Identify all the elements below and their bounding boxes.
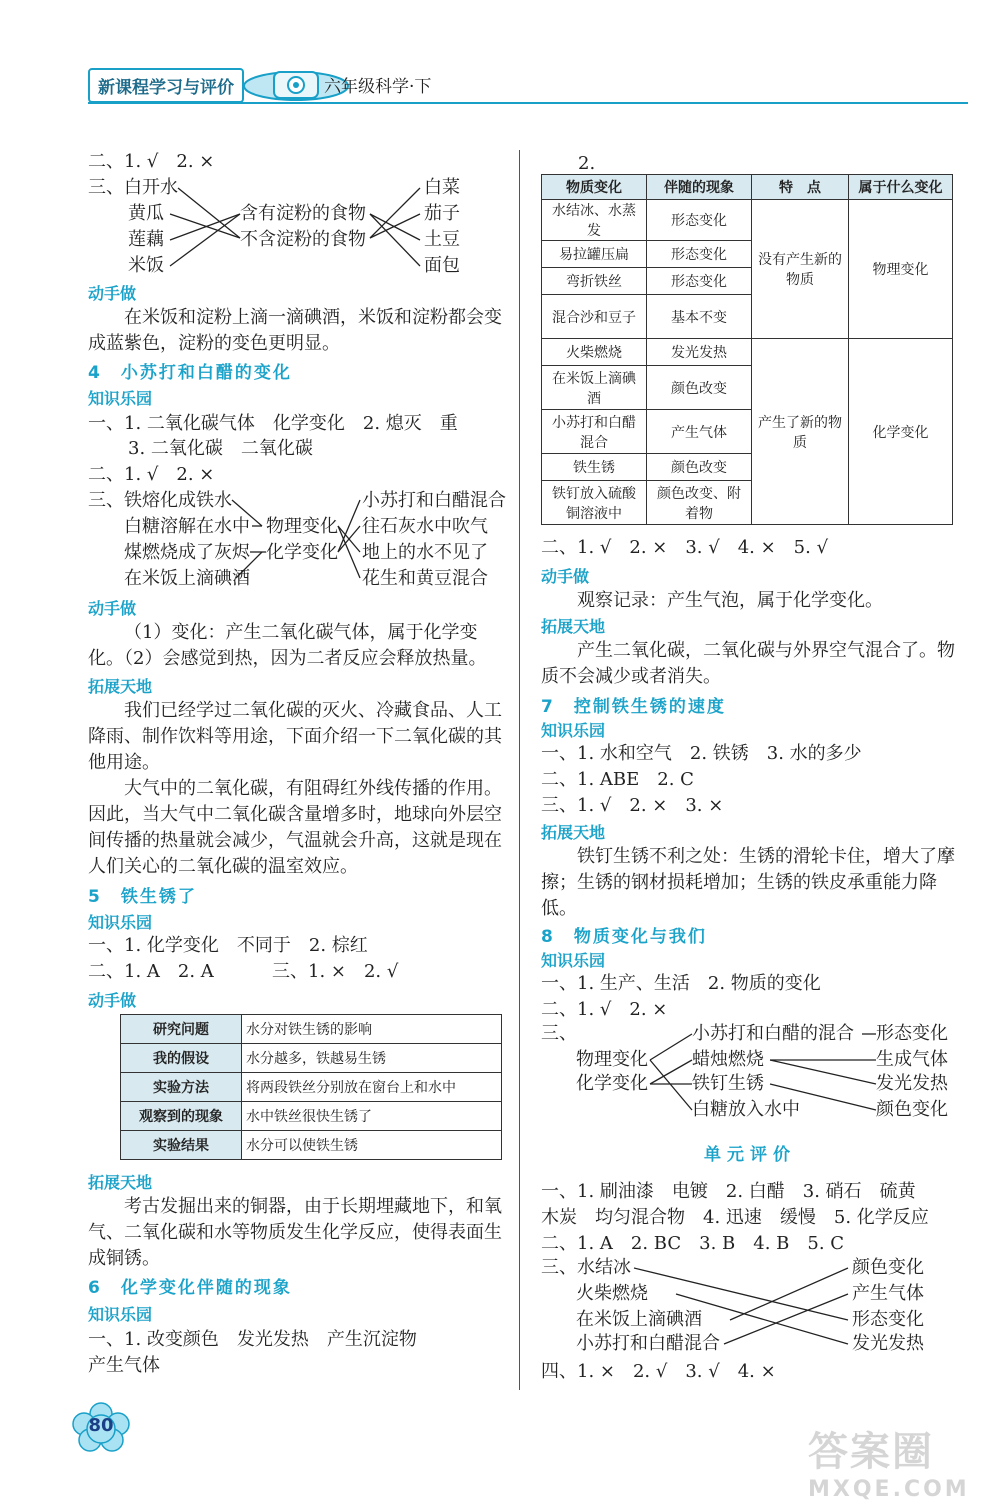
table-cell: 颜色改变、附着物 (647, 481, 752, 525)
change-table (541, 174, 953, 525)
subsection-heading: 知识乐园 (88, 1305, 153, 1324)
match-left-item: 化学变化 (576, 1073, 648, 1094)
match-right-item: 生成气体 (876, 1049, 948, 1070)
match-left-item: 三、水结冰 (541, 1257, 631, 1278)
table-header: 属于什么变化 (849, 175, 953, 200)
table-value: 水分对铁生锈的影响 (242, 1015, 502, 1044)
match-right-item: 土豆 (424, 229, 460, 250)
match-left-item: 物理变化 (576, 1049, 648, 1070)
subsection-heading: 知识乐园 (88, 389, 153, 408)
table-cell: 弯折铁丝 (542, 268, 647, 295)
section-title: 5 铁生锈了 (88, 887, 197, 907)
table-cell: 物理变化 (849, 200, 953, 339)
subsection-heading: 拓展天地 (88, 677, 153, 696)
table-cell: 小苏打和白醋混合 (542, 410, 647, 454)
match-left-item: 火柴燃烧 (576, 1283, 648, 1304)
subsection-heading: 知识乐园 (541, 951, 606, 970)
table-cell: 产生气体 (647, 410, 752, 454)
section-title: 7 控制铁生锈的速度 (541, 697, 726, 717)
table-header: 伴随的现象 (647, 175, 752, 200)
table-cell: 发光发热 (647, 339, 752, 366)
table-cell: 形态变化 (647, 268, 752, 295)
match-right-item: 颜色变化 (876, 1099, 948, 1120)
question-number: 2. (578, 153, 596, 174)
answer-line: 二、1. √ 2. × (88, 151, 215, 172)
table-cell: 水结冰、水蒸发 (542, 200, 647, 241)
table-value: 水分可以使铁生锈 (242, 1131, 502, 1160)
answer-line: 三、1. √ 2. × 3. × (541, 795, 724, 816)
match-left-item: 三、铁熔化成铁水 (88, 490, 232, 511)
answer-line: 木炭 均匀混合物 4. 迅速 缓慢 5. 化学反应 (541, 1207, 929, 1228)
table-value: 将两段铁丝分别放在窗台上和水中 (242, 1073, 502, 1102)
match-right-item: 面包 (424, 255, 460, 276)
table-key: 实验方法 (121, 1073, 242, 1102)
match-middle-item: 化学变化 (266, 542, 338, 563)
table-header: 物质变化 (542, 175, 647, 200)
paragraph: 大气中的二氧化碳，有阻碍红外线传播的作用。因此，当大气中二氧化碳含量增多时，地球向外层空间传播的热量就会减少，气温就会升高，这就是现在人们关心的二氧化碳的温室效应。 (88, 778, 502, 877)
paragraph: （1）变化：产生二氧化碳气体，属于化学变化。（2）会感觉到热，因为二者反应会释放热量。 (88, 622, 487, 669)
match-right-item: 形态变化 (852, 1309, 924, 1330)
match-left-item: 煤燃烧成了灰烬 (124, 542, 250, 563)
section-title: 6 化学变化伴随的现象 (88, 1278, 292, 1298)
paragraph: 产生二氧化碳，二氧化碳与外界空气混合了。物质不会减少或者消失。 (541, 640, 955, 687)
match-right-item: 形态变化 (876, 1023, 948, 1044)
answer-line: 一、1. 生产、生活 2. 物质的变化 (541, 973, 821, 994)
match-left-item: 黄瓜 (128, 203, 164, 224)
table-cell: 易拉罐压扁 (542, 241, 647, 268)
section-title: 8 物质变化与我们 (541, 927, 707, 947)
match-right-item: 茄子 (424, 203, 460, 224)
match-left-item: 小苏打和白醋混合 (576, 1333, 720, 1354)
match-left-item: 白糖溶解在水中 (124, 516, 250, 537)
table-key: 研究问题 (121, 1015, 242, 1044)
table-cell: 在米饭上滴碘酒 (542, 366, 647, 410)
table-cell: 火柴燃烧 (542, 339, 647, 366)
match-right-item: 花生和黄豆混合 (362, 568, 488, 589)
match-right-item: 颜色变化 (852, 1257, 924, 1278)
answer-line: 二、1. √ 2. × 3. √ 4. × 5. √ (541, 537, 829, 558)
match-middle-item: 小苏打和白醋的混合 (692, 1023, 854, 1044)
subsection-heading: 拓展天地 (541, 617, 606, 636)
table-cell: 颜色改变 (647, 366, 752, 410)
book-subtitle: 六年级科学·下 (324, 77, 432, 97)
section-title: 4 小苏打和白醋的变化 (88, 363, 292, 383)
match-left-item: 在米饭上滴碘酒 (124, 568, 250, 589)
book-title: 新课程学习与评价 (88, 68, 244, 103)
answer-line: 二、1. √ 2. × (541, 999, 668, 1020)
page-number-badge (70, 1402, 132, 1452)
match-right-item: 白菜 (424, 177, 460, 198)
subsection-heading: 知识乐园 (541, 721, 606, 740)
table-cell: 颜色改变 (647, 454, 752, 481)
paragraph: 我们已经学过二氧化碳的灭火、冷藏食品、人工降雨、制作饮料等用途，下面介绍一下二氧化碳的其他用途。 (88, 700, 502, 773)
answer-line: 二、1. A 2. BC 3. B 4. B 5. C (541, 1233, 845, 1254)
answer-line: 产生气体 (88, 1355, 160, 1376)
paragraph: 考古发掘出来的铜器，由于长期埋藏地下，和氧气、二氧化碳和水等物质发生化学反应，使得表面生成铜锈。 (88, 1196, 502, 1269)
match-middle-item: 含有淀粉的食物 (240, 203, 366, 224)
table-cell: 产生了新的物质 (752, 339, 849, 525)
answer-line: 一、1. 刷油漆 电镀 2. 白醋 3. 硝石 硫黄 (541, 1181, 916, 1202)
table-cell: 形态变化 (647, 241, 752, 268)
answer-line: 一、1. 化学变化 不同于 2. 棕红 (88, 935, 368, 956)
table-cell: 铁钉放入硫酸铜溶液中 (542, 481, 647, 525)
match-right-item: 往石灰水中吹气 (362, 516, 488, 537)
table-header: 特 点 (752, 175, 849, 200)
answer-line: 四、1. × 2. √ 3. √ 4. × (541, 1361, 776, 1382)
match-right-item: 小苏打和白醋混合 (362, 490, 506, 511)
answer-line: 一、1. 改变颜色 发光发热 产生沉淀物 (88, 1329, 417, 1350)
subsection-heading: 拓展天地 (88, 1173, 153, 1192)
subsection-heading: 拓展天地 (541, 823, 606, 842)
watermark-text: 答案圈 (808, 1429, 934, 1475)
table-key: 我的假设 (121, 1044, 242, 1073)
experiment-table (120, 1014, 502, 1160)
match-right-item: 发光发热 (876, 1073, 948, 1094)
match-left-item: 三、白开水 (88, 177, 178, 198)
match-middle-item: 铁钉生锈 (692, 1073, 764, 1094)
answer-line: 二、1. √ 2. × (88, 464, 215, 485)
subsection-heading: 动手做 (88, 599, 137, 618)
table-cell: 化学变化 (849, 339, 953, 525)
match-right-item: 产生气体 (852, 1283, 924, 1304)
table-cell: 混合沙和豆子 (542, 295, 647, 339)
match-right-item: 发光发热 (852, 1333, 924, 1354)
match-middle-item: 白糖放入水中 (692, 1099, 800, 1120)
table-cell: 没有产生新的物质 (752, 200, 849, 339)
page-number: 80 (88, 1415, 114, 1436)
answer-line: 一、1. 水和空气 2. 铁锈 3. 水的多少 (541, 743, 862, 764)
paragraph: 观察记录：产生气泡，属于化学变化。 (577, 590, 883, 611)
match-middle-item: 物理变化 (266, 516, 338, 537)
answer-line: 一、1. 二氧化碳气体 化学变化 2. 熄灭 重 (88, 413, 458, 434)
subsection-heading: 动手做 (88, 991, 137, 1010)
paragraph: 铁钉生锈不利之处：生锈的滑轮卡住，增大了摩擦；生锈的钢材损耗增加；生锈的铁皮承重能力降低。 (541, 846, 955, 919)
answer-line: 三、 (541, 1023, 577, 1044)
table-cell: 形态变化 (647, 200, 752, 241)
match-right-item: 地上的水不见了 (362, 542, 488, 563)
watermark-url: MXQE.COM (808, 1477, 970, 1502)
subsection-heading: 动手做 (88, 284, 137, 303)
match-left-item: 在米饭上滴碘酒 (576, 1309, 702, 1330)
table-key: 观察到的现象 (121, 1102, 242, 1131)
table-cell: 基本不变 (647, 295, 752, 339)
answer-line: 二、1. A 2. A (88, 961, 214, 982)
answer-line: 三、1. × 2. √ (272, 961, 399, 982)
paragraph: 在米饭和淀粉上滴一滴碘酒，米饭和淀粉都会变成蓝紫色，淀粉的变色更明显。 (88, 307, 502, 354)
match-middle-item: 蜡烛燃烧 (692, 1049, 764, 1070)
match-left-item: 莲藕 (128, 229, 164, 250)
answer-line: 二、1. ABE 2. C (541, 769, 694, 790)
table-value: 水分越多，铁越易生锈 (242, 1044, 502, 1073)
unit-evaluation-title: 单元评价 (704, 1145, 796, 1165)
table-value: 水中铁丝很快生锈了 (242, 1102, 502, 1131)
subsection-heading: 知识乐园 (88, 913, 153, 932)
table-key: 实验结果 (121, 1131, 242, 1160)
watermark (808, 1420, 978, 1500)
answer-line: 3. 二氧化碳 二氧化碳 (128, 438, 313, 459)
table-cell: 铁生锈 (542, 454, 647, 481)
subsection-heading: 动手做 (541, 567, 590, 586)
match-middle-item: 不含淀粉的食物 (240, 229, 366, 250)
match-left-item: 米饭 (128, 255, 164, 276)
